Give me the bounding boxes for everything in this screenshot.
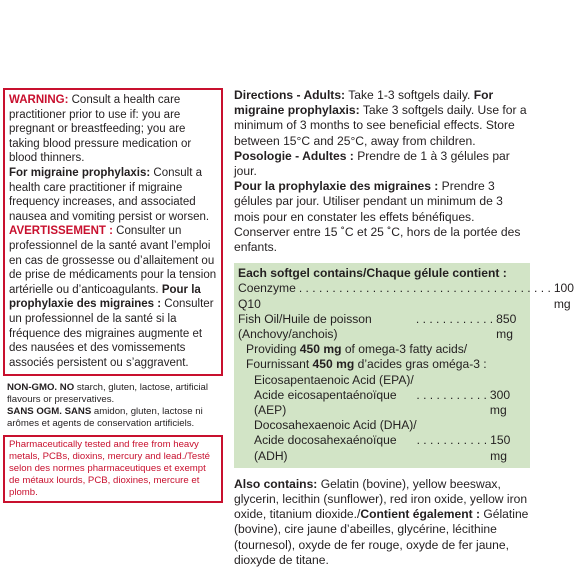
- sans-ogm-text: amidon, gluten, lactose ni arômes et agents de conservation artificiels.: [7, 405, 203, 429]
- posologie-text-1: Prendre de 1 à 3 gélules par jour.: [234, 148, 510, 179]
- contient-label: Contient également :: [360, 507, 480, 522]
- directions-text-2: Take 3 softgels daily. Use for a minimum of 3 months to see beneficial effects. Store between 15°C and 25°C, away from children.: [234, 103, 527, 148]
- posologie-text-2: Prendre 3 gélules par jour. Utiliser pendant un minimum de 3 mois pour en constater les effets bénéfiques. Conserver entre 15 ˚C et 25 ˚C, hors de la portée des enfants.: [234, 179, 521, 255]
- ingredient-row-epa: [238, 388, 526, 418]
- migraine-warning-label: For migraine prophylaxis:: [9, 166, 151, 179]
- providing-text: Providing: [246, 342, 300, 357]
- also-contains-label: Also contains:: [234, 476, 318, 491]
- ingredient-row-coq10: [238, 281, 574, 311]
- ingredient-amount: 150 mg: [490, 433, 511, 463]
- left-column: [3, 88, 223, 503]
- avertissement-text: Consulter un professionnel de la santé avant l’emploi en cas de grossesse ou d’allaitement ou de prise de médicaments pour la tension artérielle ou d’anticoagulants.: [9, 225, 217, 296]
- directions-label: Directions - Adults:: [234, 88, 346, 102]
- ingredient-name: Coenzyme Q10: [238, 281, 296, 311]
- ingredient-name: Acide eicosapentaénoïque (AEP): [254, 387, 397, 418]
- epa-en-line: Eicosapentaenoic Acid (EPA)/: [254, 372, 414, 387]
- sans-ogm-label: SANS OGM. SANS: [7, 405, 92, 417]
- contient-text: Gélatine (bovine), cire jaune d’abeilles, glycérine, lécithine (tournesol), oxyde de fer rouge, oxyde de fer jaune, dioxyde de titane.: [234, 507, 529, 567]
- ingredient-name: Acide docosahexaénoïque (ADH): [254, 433, 397, 463]
- ingredient-name: Fish Oil/Huile de poisson (Anchovy/anchois): [238, 311, 372, 342]
- providing-suffix: of omega-3 fatty acids/: [341, 342, 468, 357]
- leader-dots: . . . . . . . . . . . .: [415, 311, 494, 326]
- supplement-header: Each softgel contains/Chaque gélule contient :: [238, 266, 507, 281]
- also-contains-text: Gelatin (bovine), yellow beeswax, glycerin, lecithin (sunflower), red iron oxide, yellow iron oxide, titanium dioxide./: [234, 476, 528, 522]
- non-gmo-label: NON-GMO. NO: [7, 382, 75, 394]
- directions-text-1: Take 1-3 softgels daily.: [345, 88, 471, 102]
- fournissant-amount: 450 mg: [312, 357, 355, 372]
- pharmaceutical-tested-text: Pharmaceutically tested and free from heavy metals, PCBs, dioxins, mercury and lead./Testé selon des normes pharmaceutiques et exempt de métaux lourds, PCB, dioxines, mercure et plomb.: [9, 439, 211, 499]
- warning-text: Consult a health care practitioner prior to use if: you are pregnant or breastfeeding; you are taking blood pressure medication or blood thinners.: [9, 94, 192, 165]
- non-gmo-statement: [3, 382, 223, 429]
- migraine-fr-text: Consulter un professionnel de la santé si la fréquence des migraines augmente et des nausées et des vomissements associés persistent ou s’aggravent.: [9, 298, 214, 369]
- directions-migraine-label: For migraine prophylaxis:: [234, 88, 494, 118]
- pharmaceutical-tested-box: [3, 435, 223, 503]
- migraine-warning-text: Consult a health care practitioner if migraine frequency increases, and associated nausea and vomiting persist or worsen.: [9, 166, 210, 223]
- warning-box: [3, 88, 223, 376]
- leader-dots: . . . . . . . . . . . . . . . . . . . . . . . . . . . . . . . . . . . . . .: [298, 281, 551, 296]
- warning-label: WARNING:: [9, 94, 69, 106]
- dha-en-line: Docosahexaenoic Acid (DHA)/: [254, 418, 417, 433]
- leader-dots: . . . . . . . . . . .: [416, 387, 487, 402]
- posologie-label: Posologie - Adultes :: [234, 148, 354, 163]
- supplement-facts-box: [234, 263, 574, 468]
- fournissant-suffix: d’acides gras oméga-3 :: [354, 357, 487, 372]
- fournissant-line: [238, 357, 526, 372]
- right-column: [234, 88, 574, 568]
- directions-section: [234, 88, 530, 255]
- leader-dots: . . . . . . . . . . .: [416, 433, 488, 448]
- ingredient-row-dha: [238, 433, 526, 463]
- ingredient-amount: 850 mg: [496, 311, 517, 342]
- avertissement-label: AVERTISSEMENT :: [9, 225, 113, 238]
- ingredient-row-fish-oil: [238, 312, 526, 342]
- ingredient-amount: 100 mg: [553, 281, 574, 311]
- fournissant-text: Fournissant: [246, 357, 313, 372]
- posologie-migraine-label: Pour la prophylaxie des migraines :: [234, 179, 439, 194]
- providing-amount: 450 mg: [299, 342, 342, 357]
- also-contains-section: [234, 477, 530, 568]
- ingredient-amount: 300 mg: [489, 387, 511, 418]
- migraine-fr-label: Pour la prophylaxie des migraines :: [9, 283, 201, 311]
- non-gmo-text: starch, gluten, lactose, artificial flavours or preservatives.: [7, 382, 208, 406]
- providing-line: [238, 342, 526, 357]
